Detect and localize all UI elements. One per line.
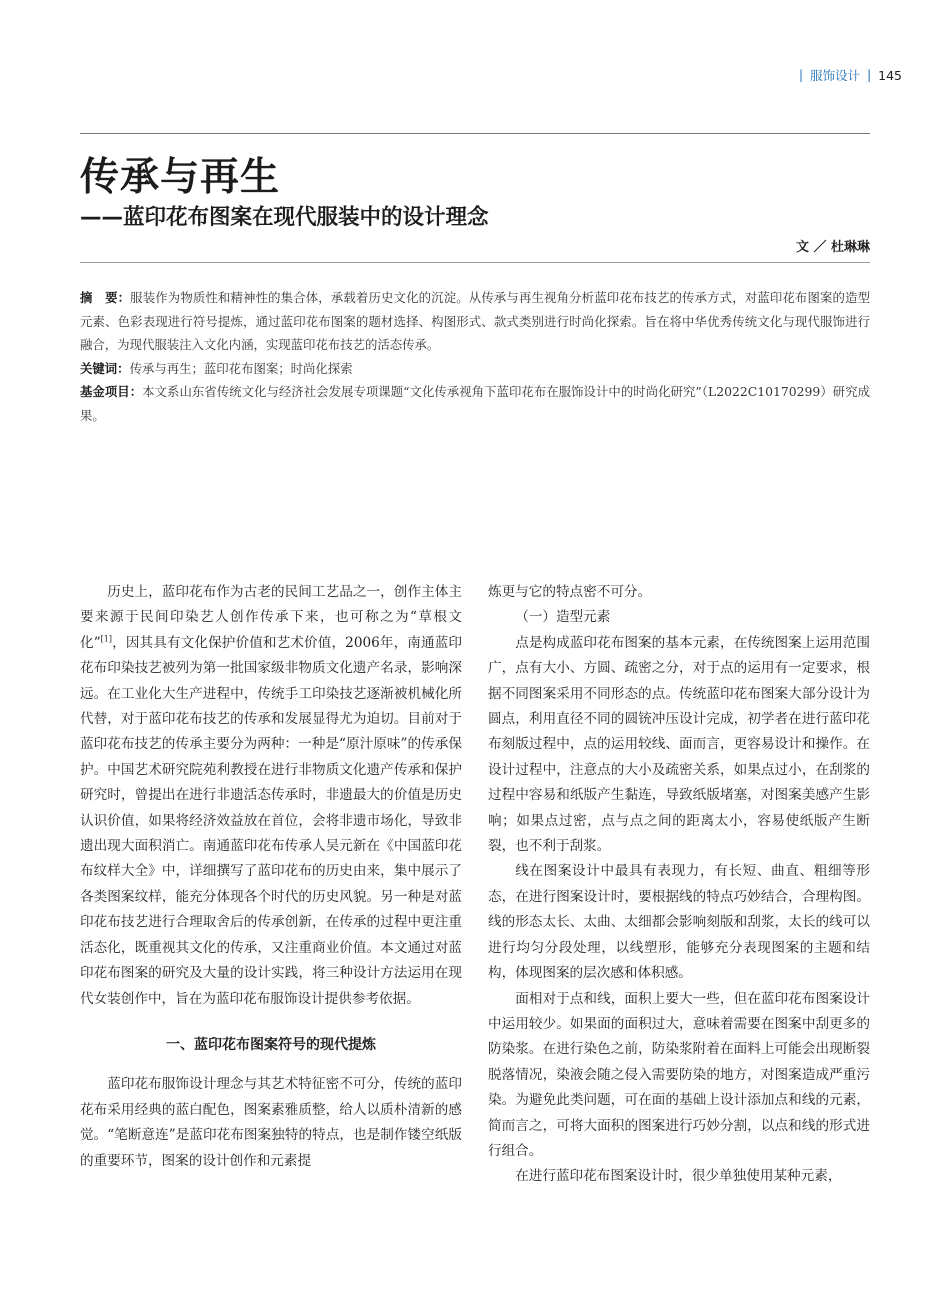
reference-marker[interactable]: [1]: [100, 634, 113, 644]
article-title: 传承与再生: [80, 155, 281, 200]
body-paragraph: [80, 580, 462, 1012]
abstract-paragraph: [80, 286, 870, 357]
body-paragraph: 线在图案设计中最具有表现力，有长短、曲直、粗细等形态，在进行图案设计时，要根据线的特点巧妙结合，合理构图。线的形态太长、太曲、太细都会影响刻版和刮浆，太长的线可以进行均匀分段处理，以线塑形，能够充分表现图案的主题和结构，体现图案的层次感和体积感。: [488, 863, 870, 982]
body-right-column: [488, 580, 870, 1190]
header-rule: [80, 133, 870, 134]
fund-label: 基金项目：: [80, 384, 143, 399]
keywords-text: 传承与再生；蓝印花布图案；时尚化探索: [129, 360, 353, 376]
header-section-label: 服饰设计: [810, 68, 861, 83]
body-paragraph: 在进行蓝印花布图案设计时，很少单独使用某种元素，: [515, 1168, 842, 1185]
body-text: ，因其具有文化保护价值和艺术价值，2006年，南通蓝印花布印染技艺被列为第一批国家级非物质文化遗产名录，影响深远。在工业化大生产进程中，传统手工印染技艺逐渐被机械化所代替，对于蓝印花布技艺的传承和发展显得尤为迫切。目前对于蓝印花布技艺的传承主要分为两种：一种是“原汁原味”的传承保护。中国艺术研究院苑利教授在进行非物质文化遗产传承和保护研究时，曾提出在进行非遗活态传承时，非遗最大的价值是历史认识价值，如果将经济效益放在首位，会将非遗市场化，导致非遗出现大面积消亡。南通蓝印花布传承人吴元新在《中国蓝印花布纹样大全》中，详细撰写了蓝印花布的历史由来，集中展示了各类图案纹样，能充分体现各个时代的历史风貌。另一种是对蓝印花布技艺进行合理取舍后的传承创新，在传承的过程中更注重活态化，既重视其文化的传承，又注重商业价值。本文通过对蓝印花布图案的研究及大量的设计实践，将三种设计方法运用在现代女装创作中，旨在为蓝印花布服饰设计提供参考依据。: [80, 634, 463, 1007]
header-divider-right: |: [867, 68, 872, 82]
body-text: 历史上，蓝印花布作为古老的民间工艺品之一，创作主体主要来源于民间印染艺人创作传承下来，也可称之为“草根文化”: [80, 584, 462, 651]
body-paragraph-continued: 炼更与它的特点密不可分。: [488, 584, 652, 600]
fund-paragraph: [80, 380, 870, 427]
body-left-column: [80, 580, 462, 1174]
subsection-heading: （一）造型元素: [515, 609, 611, 626]
article-subtitle: ——蓝印花布图案在现代服装中的设计理念: [80, 205, 489, 230]
title-rule: [80, 262, 870, 263]
keywords-label: 关键词：: [80, 360, 130, 376]
abstract-block: [80, 286, 870, 427]
abstract-text: 服装作为物质性和精神性的集合体，承载着历史文化的沉淀。从传承与再生视角分析蓝印花布技艺的传承方式，对蓝印花布图案的造型元素、色彩表现进行符号提炼，通过蓝印花布图案的题材选择、构图形式、款式类别进行时尚化探索。旨在将中华优秀传统文化与现代服饰进行融合，为现代服装注入文化内涵，实现蓝印花布技艺的活态传承。: [80, 290, 871, 352]
keywords-paragraph: [80, 357, 870, 381]
section-heading: 一、蓝印花布图案符号的现代提炼: [166, 1036, 376, 1053]
body-paragraph: 面相对于点和线，面积上要大一些，但在蓝印花布图案设计中运用较少。如果面的面积过大，意味着需要在图案中刮更多的防染浆。在进行染色之前，防染浆附着在面料上可能会出现断裂脱落情况，染液会随之侵入需要防染的地方，对图案造成严重污染。为避免此类问题，可在面的基础上设计添加点和线的元素，简而言之，可将大面积的图案进行巧妙分割，以点和线的形式进行组合。: [488, 990, 870, 1159]
header-divider-left: |: [799, 68, 804, 82]
abstract-label: 摘 要：: [80, 290, 131, 305]
body-paragraph: 点是构成蓝印花布图案的基本元素，在传统图案上运用范围广，点有大小、方圆、疏密之分，对于点的运用有一定要求，根据不同图案采用不同形态的点。传统蓝印花布图案大部分设计为圆点，利用直径不同的圆铳冲压设计完成，初学者在进行蓝印花布刻版过程中，点的运用较线、面而言，更容易设计和操作。在设计过程中，注意点的大小及疏密关系，如果点过小，在刮浆的过程中容易和纸版产生黏连，导致纸版堵塞，对图案美感产生影响；如果点过密，点与点之间的距离太小，容易使纸版产生断裂，也不利于刮浆。: [488, 634, 870, 855]
fund-text: 本文系山东省传统文化与经济社会发展专项课题“文化传承视角下蓝印花布在服饰设计中的时尚化研究”（L2022C10170299）研究成果。: [80, 384, 871, 423]
body-paragraph: 蓝印花布服饰设计理念与其艺术特征密不可分，传统的蓝印花布采用经典的蓝白配色，图案素雅质整，给人以质朴清新的感觉。“笔断意连”是蓝印花布图案独特的特点，也是制作镂空纸版的重要环节，图案的设计创作和元素提: [80, 1076, 462, 1169]
running-header: [792, 66, 902, 84]
author-byline: 文 ／ 杜琳琳: [795, 240, 870, 255]
page-number: 145: [878, 67, 902, 83]
